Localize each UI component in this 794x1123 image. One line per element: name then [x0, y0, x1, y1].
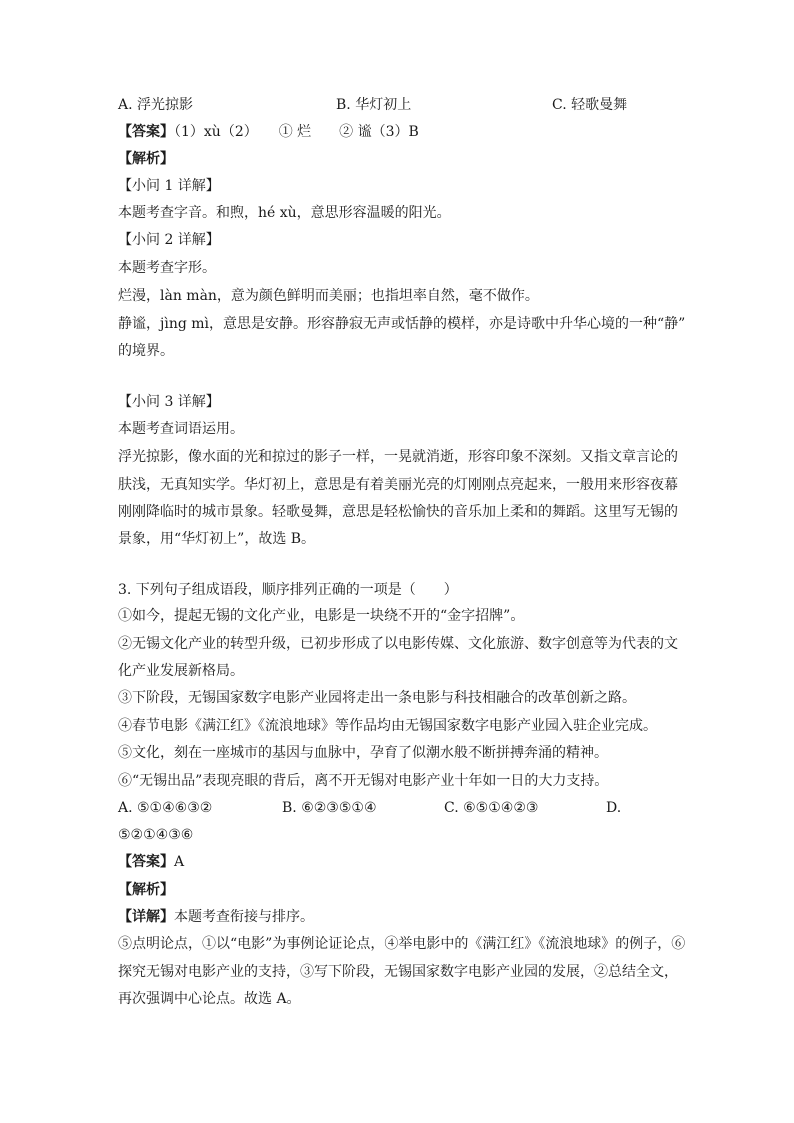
- option-c: C. 轻歌曼舞: [552, 97, 628, 113]
- sub2-line: 静谧，jìng mì，意思是安静。形容静寂无声或恬静的模样，亦是诗歌中升华心境的一种“静”: [118, 316, 686, 332]
- sentence: ①如今，提起无锡的文化产业，电影是一块绕不开的“金字招牌”。: [118, 608, 525, 624]
- sentence: ⑤文化，刻在一座城市的基因与血脉中，孕育了似潮水般不断拼搏奔涌的精神。: [118, 745, 608, 761]
- analysis-label: 【解析】: [118, 882, 174, 898]
- detail-line: 探究无锡对电影产业的支持，③写下阶段，无锡国家数字电影产业园的发展，②总结全文，: [118, 964, 678, 980]
- answer-label: 【答案】: [118, 854, 174, 870]
- sub2-line: 本题考查字形。: [118, 260, 216, 276]
- option-b: B. 华灯初上: [336, 97, 412, 113]
- option-d-continued: ⑤②①④③⑥: [118, 827, 194, 843]
- sentence: ②无锡文化产业的转型升级，已初步形成了以电影传媒、文化旅游、数字创意等为代表的文: [118, 636, 678, 652]
- option-a: A. 浮光掠影: [118, 97, 194, 113]
- sub3-line: 肤浅，无真知实学。华灯初上，意思是有着美丽光亮的灯刚刚点亮起来，一般用来形容夜幕: [118, 477, 678, 493]
- answer-label: 【答案】: [118, 124, 174, 140]
- analysis-label: 【解析】: [118, 151, 174, 167]
- sentence: ⑥“无锡出品”表现亮眼的背后，离不开无锡对电影产业十年如一日的大力支持。: [118, 773, 609, 789]
- sub3-line: 浮光掠影，像水面的光和掠过的影子一样，一晃就消逝，形容印象不深刻。又指文章言论的: [118, 449, 678, 465]
- answer-text: A: [174, 854, 185, 870]
- sub3-line: 刚刚降临时的城市景象。轻歌曼舞，意思是轻松愉快的音乐加上柔和的舞蹈。这里写无锡的: [118, 504, 678, 520]
- sub2-line: 的境界。: [118, 343, 174, 359]
- sub3-line: 景象，用“华灯初上”，故选 B。: [118, 531, 316, 547]
- answer-text: （1）xù（2） ① 烂 ② 谧（3）B: [174, 124, 419, 140]
- sub3-line: 本题考查词语运用。: [118, 421, 244, 437]
- sub1-text: 本题考查字音。和煦，hé xù，意思形容温暖的阳光。: [118, 205, 451, 221]
- detail-line: ⑤点明论点，①以“电影”为事例论证论点，④举电影中的《满江红》《流浪地球》的例子，⑥: [118, 936, 686, 952]
- sub1-label: 【小问 1 详解】: [118, 178, 220, 194]
- sentence: ④春节电影《满江红》《流浪地球》等作品均由无锡国家数字电影产业园入驻企业完成。: [118, 718, 657, 734]
- sub3-label: 【小问 3 详解】: [118, 394, 220, 410]
- sub2-line: 烂漫，làn màn，意为颜色鲜明而美丽；也指坦率自然，毫不做作。: [118, 288, 539, 304]
- option-c: C. ⑥⑤①④②③: [444, 800, 539, 816]
- sub2-label: 【小问 2 详解】: [118, 232, 220, 248]
- option-a: A. ⑤①④⑥③②: [118, 800, 213, 816]
- detail-text: 本题考查衔接与排序。: [174, 909, 314, 925]
- option-d: D.: [606, 800, 622, 816]
- detail-label: 【详解】: [118, 909, 174, 925]
- sentence: ③下阶段，无锡国家数字电影产业园将走出一条电影与科技相融合的改革创新之路。: [118, 690, 636, 706]
- option-b: B. ⑥②③⑤①④: [282, 800, 377, 816]
- answer-line: [118, 122, 419, 142]
- sentence: 化产业发展新格局。: [118, 663, 244, 679]
- detail-line: [118, 907, 314, 927]
- answer-line: [118, 852, 184, 872]
- detail-line: 再次强调中心论点。故选 A。: [118, 991, 301, 1007]
- question-stem: 3. 下列句子组成语段，顺序排列正确的一项是（ ）: [118, 582, 458, 598]
